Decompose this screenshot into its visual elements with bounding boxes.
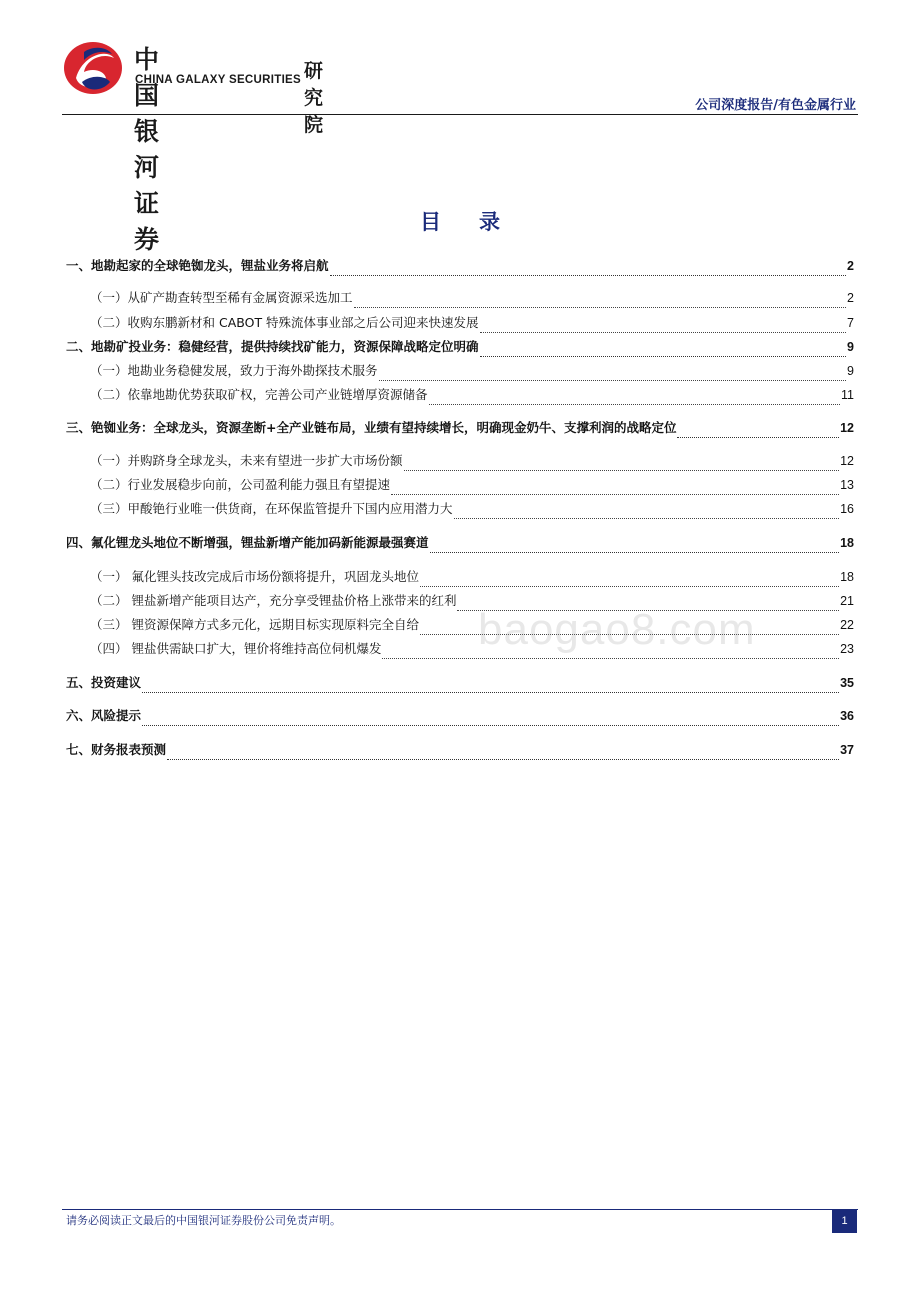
report-category: 公司深度报告/有色金属行业 (695, 98, 856, 113)
footer-divider (62, 1209, 858, 1210)
toc-leader-dots (480, 318, 846, 333)
toc-entry[interactable] (66, 673, 854, 693)
toc-entry-text: （一）并购跻身全球龙头，未来有望进一步扩大市场份额 (90, 453, 403, 468)
toc-entry-page: 21 (840, 594, 854, 608)
toc-entry[interactable] (66, 706, 854, 726)
toc-title: 目录 (420, 210, 538, 234)
toc-entry-page: 2 (847, 259, 854, 273)
toc-leader-dots (404, 456, 840, 471)
toc-entry-page: 37 (840, 743, 854, 757)
watermark: baogao8.com (478, 605, 756, 654)
toc-entry-page: 9 (847, 364, 854, 378)
brand-name-en: CHINA GALAXY SECURITIES (135, 74, 302, 86)
toc-entry[interactable] (66, 313, 854, 333)
toc-entry-page: 12 (840, 421, 854, 435)
toc-leader-dots (391, 480, 839, 495)
toc-entry[interactable] (66, 256, 854, 276)
galaxy-logo-icon (62, 38, 124, 96)
toc-entry[interactable] (66, 385, 854, 405)
toc-leader-dots (429, 390, 841, 405)
toc-entry-text: （二） 锂盐新增产能项目达产，充分享受锂盐价格上涨带来的红利 (90, 593, 457, 608)
toc-leader-dots (480, 342, 847, 357)
toc-entry-page: 18 (840, 536, 854, 550)
toc-entry-text: 二、地勘矿投业务：稳健经营，提供持续找矿能力，资源保障战略定位明确 (66, 339, 479, 354)
toc-entry-text: 三、铯铷业务：全球龙头，资源垄断+全产业链布局，业绩有望持续增长，明确现金奶牛、支撑利润的战略定位 (66, 420, 677, 435)
toc-entry-page: 2 (847, 291, 854, 305)
toc-entry-text: （一）地勘业务稳健发展，致力于海外勘探技术服务 (90, 363, 378, 378)
footer-disclaimer: 请务必阅读正文最后的中国银河证券股份公司免责声明。 (66, 1214, 341, 1227)
toc-leader-dots (142, 678, 839, 693)
toc-entry-page: 22 (840, 618, 854, 632)
toc-entry-text: 六、风险提示 (66, 708, 142, 723)
toc-leader-dots (454, 504, 840, 519)
toc-entry-page: 23 (840, 642, 854, 656)
toc-entry[interactable] (66, 499, 854, 519)
toc-leader-dots (330, 261, 847, 276)
toc-entry[interactable] (66, 288, 854, 308)
brand-name-cn: 中国银河证券 (134, 45, 161, 254)
toc-entry[interactable] (66, 533, 854, 553)
toc-leader-dots (142, 711, 839, 726)
toc-entry-text: 五、投资建议 (66, 675, 142, 690)
toc-entry-page: 35 (840, 676, 854, 690)
toc-leader-dots (167, 745, 839, 760)
toc-leader-dots (379, 366, 847, 381)
toc-entry[interactable] (66, 418, 854, 438)
toc-entry-text: （二）依靠地勘优势获取矿权，完善公司产业链增厚资源储备 (90, 387, 428, 402)
toc-entry-text: （三）甲酸铯行业唯一供货商，在环保监管提升下国内应用潜力大 (90, 501, 453, 516)
header-divider (62, 114, 858, 115)
toc-entry[interactable] (66, 740, 854, 760)
toc-entry-page: 7 (847, 316, 854, 330)
toc-entry[interactable] (66, 361, 854, 381)
toc-leader-dots (430, 538, 840, 553)
toc-entry-text: 七、财务报表预测 (66, 742, 167, 757)
toc-entry-text: （二）行业发展稳步向前，公司盈利能力强且有望提速 (90, 477, 391, 492)
brand-institute: 研究院 (304, 60, 324, 136)
toc-entry[interactable] (66, 451, 854, 471)
toc-entry-page: 36 (840, 709, 854, 723)
toc-entry-page: 16 (840, 502, 854, 516)
toc-entry-page: 11 (841, 388, 854, 402)
toc-entry-page: 12 (840, 454, 854, 468)
toc-entry-text: （一） 氟化锂头技改完成后市场份额将提升，巩固龙头地位 (90, 569, 419, 584)
toc-entry[interactable] (66, 567, 854, 587)
toc-leader-dots (354, 293, 847, 308)
toc-entry-text: 四、氟化锂龙头地位不断增强，锂盐新增产能加码新能源最强赛道 (66, 535, 429, 550)
toc-entry-text: （一）从矿产勘查转型至稀有金属资源采选加工 (90, 290, 353, 305)
toc-entry-page: 9 (847, 340, 854, 354)
toc-entry[interactable] (66, 337, 854, 357)
toc-leader-dots (677, 423, 839, 438)
toc-entry-text: （二）收购东鹏新材和 CABOT 特殊流体事业部之后公司迎来快速发展 (90, 315, 479, 330)
toc-leader-dots (420, 572, 839, 587)
toc-entry-page: 18 (840, 570, 854, 584)
toc-entry[interactable] (66, 475, 854, 495)
toc-entry-text: （三） 锂资源保障方式多元化，远期目标实现原料完全自给 (90, 617, 419, 632)
page-number: 1 (832, 1210, 857, 1233)
toc-entry-page: 13 (840, 478, 854, 492)
toc-entry-text: （四） 锂盐供需缺口扩大，锂价将维持高位伺机爆发 (90, 641, 382, 656)
toc-entry-text: 一、地勘起家的全球铯铷龙头，锂盐业务将启航 (66, 258, 329, 273)
